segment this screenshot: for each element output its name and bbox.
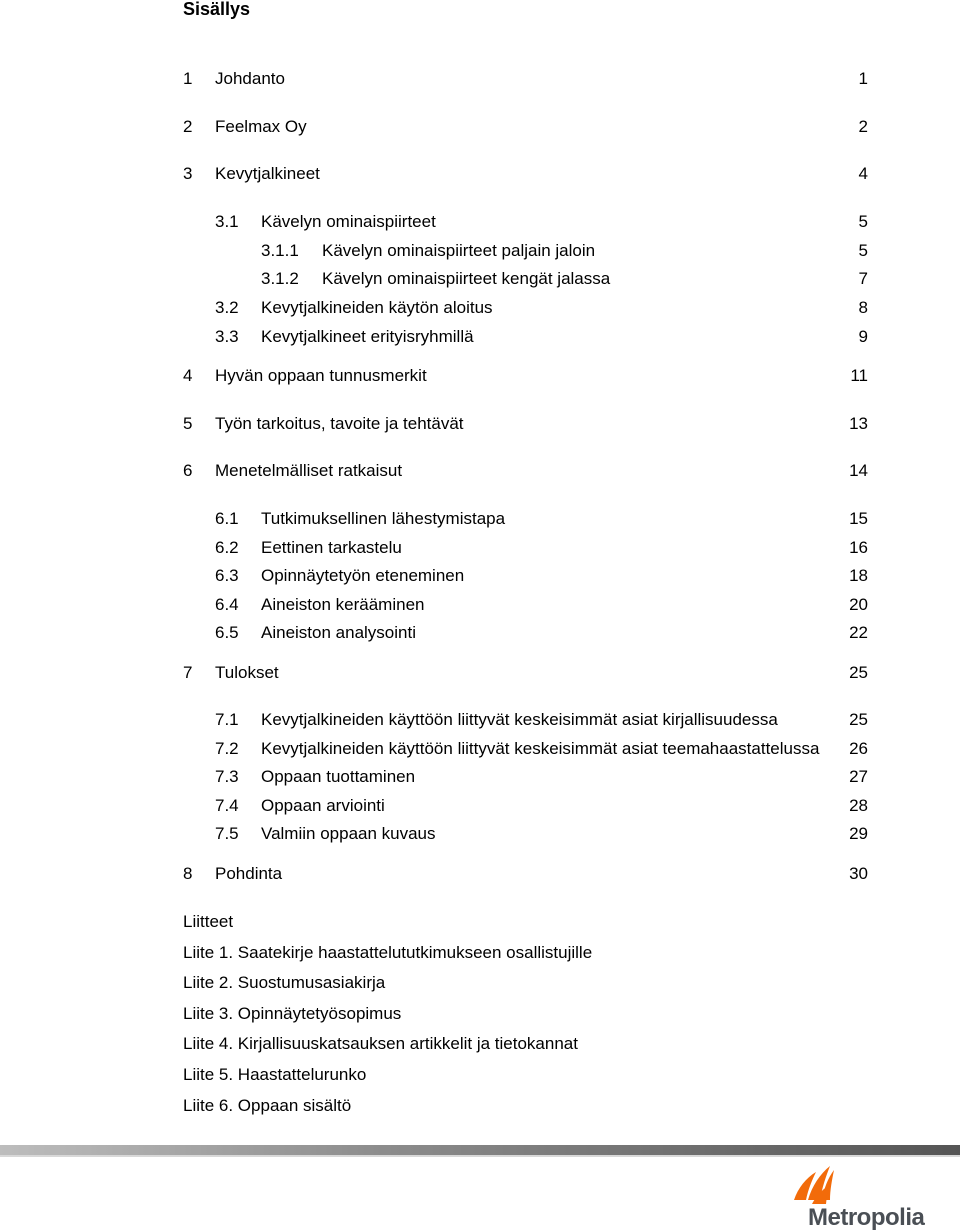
toc-entry[interactable] [0, 67, 960, 91]
toc-entry-title: Tulokset [215, 663, 279, 682]
toc-entry-page: 2 [858, 117, 868, 136]
toc-entry[interactable] [0, 239, 960, 263]
toc-entry-page: 28 [849, 796, 868, 815]
toc-entry-title: Aineiston kerääminen [261, 595, 425, 614]
toc-entry[interactable] [0, 325, 960, 349]
toc-entry-number: 7 [183, 663, 193, 682]
toc-entry-title: Aineiston analysointi [261, 623, 416, 642]
toc-entry-title: Pohdinta [215, 864, 283, 883]
toc-entry-number: 3 [183, 164, 193, 183]
toc-entry-number: 3.2 [215, 298, 239, 317]
toc-entry-title: Feelmax Oy [215, 117, 307, 136]
toc-entry-number: 3.1 [215, 212, 239, 231]
appendix-item[interactable]: Liite 2. Suostumusasiakirja [183, 973, 386, 992]
toc-entry-page: 4 [858, 164, 868, 183]
appendix-item[interactable]: Liite 3. Opinnäytetyösopimus [183, 1004, 402, 1023]
appendices-heading: Liitteet [183, 912, 234, 931]
toc-entry[interactable] [0, 661, 960, 685]
toc-entry-number: 6 [183, 461, 193, 480]
toc-entry-page: 15 [849, 509, 868, 528]
toc-entry-title: Tutkimuksellinen lähestymistapa [261, 509, 506, 528]
appendix-item[interactable]: Liite 4. Kirjallisuuskatsauksen artikkelit ja tietokannat [183, 1034, 578, 1053]
toc-entry-number: 3.1.1 [261, 241, 299, 260]
toc-entry-number: 6.5 [215, 623, 239, 642]
toc-entry-title: Opinnäytetyön eteneminen [261, 566, 465, 585]
toc-entry-number: 3.3 [215, 327, 239, 346]
toc-entry-page: 20 [849, 595, 868, 614]
toc-entry-title: Menetelmälliset ratkaisut [215, 461, 403, 480]
toc-entry-title: Valmiin oppaan kuvaus [261, 824, 436, 843]
appendix-item[interactable]: Liite 6. Oppaan sisältö [183, 1096, 352, 1115]
toc-entry[interactable] [0, 794, 960, 818]
toc-entry[interactable] [0, 862, 960, 886]
toc-entry-page: 25 [849, 663, 868, 682]
toc-entry-number: 8 [183, 864, 193, 883]
toc-entry-page: 13 [849, 414, 868, 433]
toc-entry-number: 6.2 [215, 538, 239, 557]
toc-entry-number: 7.5 [215, 824, 239, 843]
toc-entry-number: 5 [183, 414, 193, 433]
toc-entry[interactable] [0, 162, 960, 186]
toc-entry-title: Oppaan tuottaminen [261, 767, 416, 786]
toc-entry-page: 16 [849, 538, 868, 557]
toc-entry-title: Kevytjalkineet [215, 164, 320, 183]
toc-entry-number: 2 [183, 117, 193, 136]
toc-entry[interactable] [0, 296, 960, 320]
toc-entry-page: 26 [849, 739, 868, 758]
toc-entry[interactable] [0, 737, 960, 761]
toc-entry-number: 3.1.2 [261, 269, 299, 288]
toc-entry[interactable] [0, 267, 960, 291]
toc-entry-number: 6.3 [215, 566, 239, 585]
appendix-item[interactable]: Liite 1. Saatekirje haastattelututkimukseen osallistujille [183, 943, 593, 962]
toc-entry-title: Kevytjalkineiden käyttöön liittyvät keskeisimmät asiat teemahaastattelussa [261, 739, 820, 758]
toc-entry-title: Kävelyn ominaispiirteet paljain jaloin [322, 241, 596, 260]
page-title: Sisällys [183, 0, 251, 19]
toc-entry[interactable] [0, 593, 960, 617]
toc-entry[interactable] [0, 412, 960, 436]
toc-entry-title: Hyvän oppaan tunnusmerkit [215, 366, 427, 385]
toc-entry[interactable] [0, 507, 960, 531]
toc-entry-page: 27 [849, 767, 868, 786]
toc-entry-page: 7 [858, 269, 868, 288]
toc-entry-page: 22 [849, 623, 868, 642]
toc-entry[interactable] [0, 708, 960, 732]
toc-entry-title: Kävelyn ominaispiirteet [261, 212, 436, 231]
toc-entry-page: 9 [858, 327, 868, 346]
toc-entry-title: Kevytjalkineet erityisryhmillä [261, 327, 474, 346]
toc-entry[interactable] [0, 459, 960, 483]
toc-entry-page: 11 [850, 366, 868, 385]
toc-entry-number: 4 [183, 366, 193, 385]
toc-entry-number: 7.1 [215, 710, 239, 729]
metropolia-wordmark: Metropolia [808, 1204, 925, 1231]
toc-entry[interactable] [0, 364, 960, 388]
toc-entry[interactable] [0, 564, 960, 588]
toc-entry-number: 7.4 [215, 796, 239, 815]
toc-entry[interactable] [0, 765, 960, 789]
toc-entry-title: Eettinen tarkastelu [261, 538, 402, 557]
footer-divider-band-light [0, 1155, 960, 1157]
toc-entry[interactable] [0, 536, 960, 560]
toc-entry-page: 29 [849, 824, 868, 843]
toc-entry[interactable] [0, 115, 960, 139]
toc-entry-title: Johdanto [215, 69, 285, 88]
toc-entry-title: Kävelyn ominaispiirteet kengät jalassa [322, 269, 611, 288]
toc-entry-page: 5 [858, 241, 868, 260]
toc-entry-page: 5 [858, 212, 868, 231]
toc-entry-title: Kevytjalkineiden käytön aloitus [261, 298, 493, 317]
toc-entry-number: 7.2 [215, 739, 239, 758]
toc-entry-page: 30 [849, 864, 868, 883]
toc-entry[interactable] [0, 822, 960, 846]
toc-entry-number: 6.4 [215, 595, 239, 614]
toc-entry-page: 18 [849, 566, 868, 585]
toc-entry[interactable] [0, 621, 960, 645]
appendix-item[interactable]: Liite 5. Haastattelurunko [183, 1065, 367, 1084]
toc-entry-page: 8 [858, 298, 868, 317]
toc-entry-page: 25 [849, 710, 868, 729]
toc-entry[interactable] [0, 210, 960, 234]
toc-entry-page: 1 [858, 69, 868, 88]
toc-entry-title: Oppaan arviointi [261, 796, 385, 815]
toc-entry-number: 7.3 [215, 767, 239, 786]
toc-entry-page: 14 [849, 461, 868, 480]
toc-entry-title: Kevytjalkineiden käyttöön liittyvät keskeisimmät asiat kirjallisuudessa [261, 710, 778, 729]
toc-entry-number: 1 [183, 69, 193, 88]
toc-entry-number: 6.1 [215, 509, 239, 528]
footer-divider-band [0, 1145, 960, 1155]
toc-entry-title: Työn tarkoitus, tavoite ja tehtävät [215, 414, 464, 433]
